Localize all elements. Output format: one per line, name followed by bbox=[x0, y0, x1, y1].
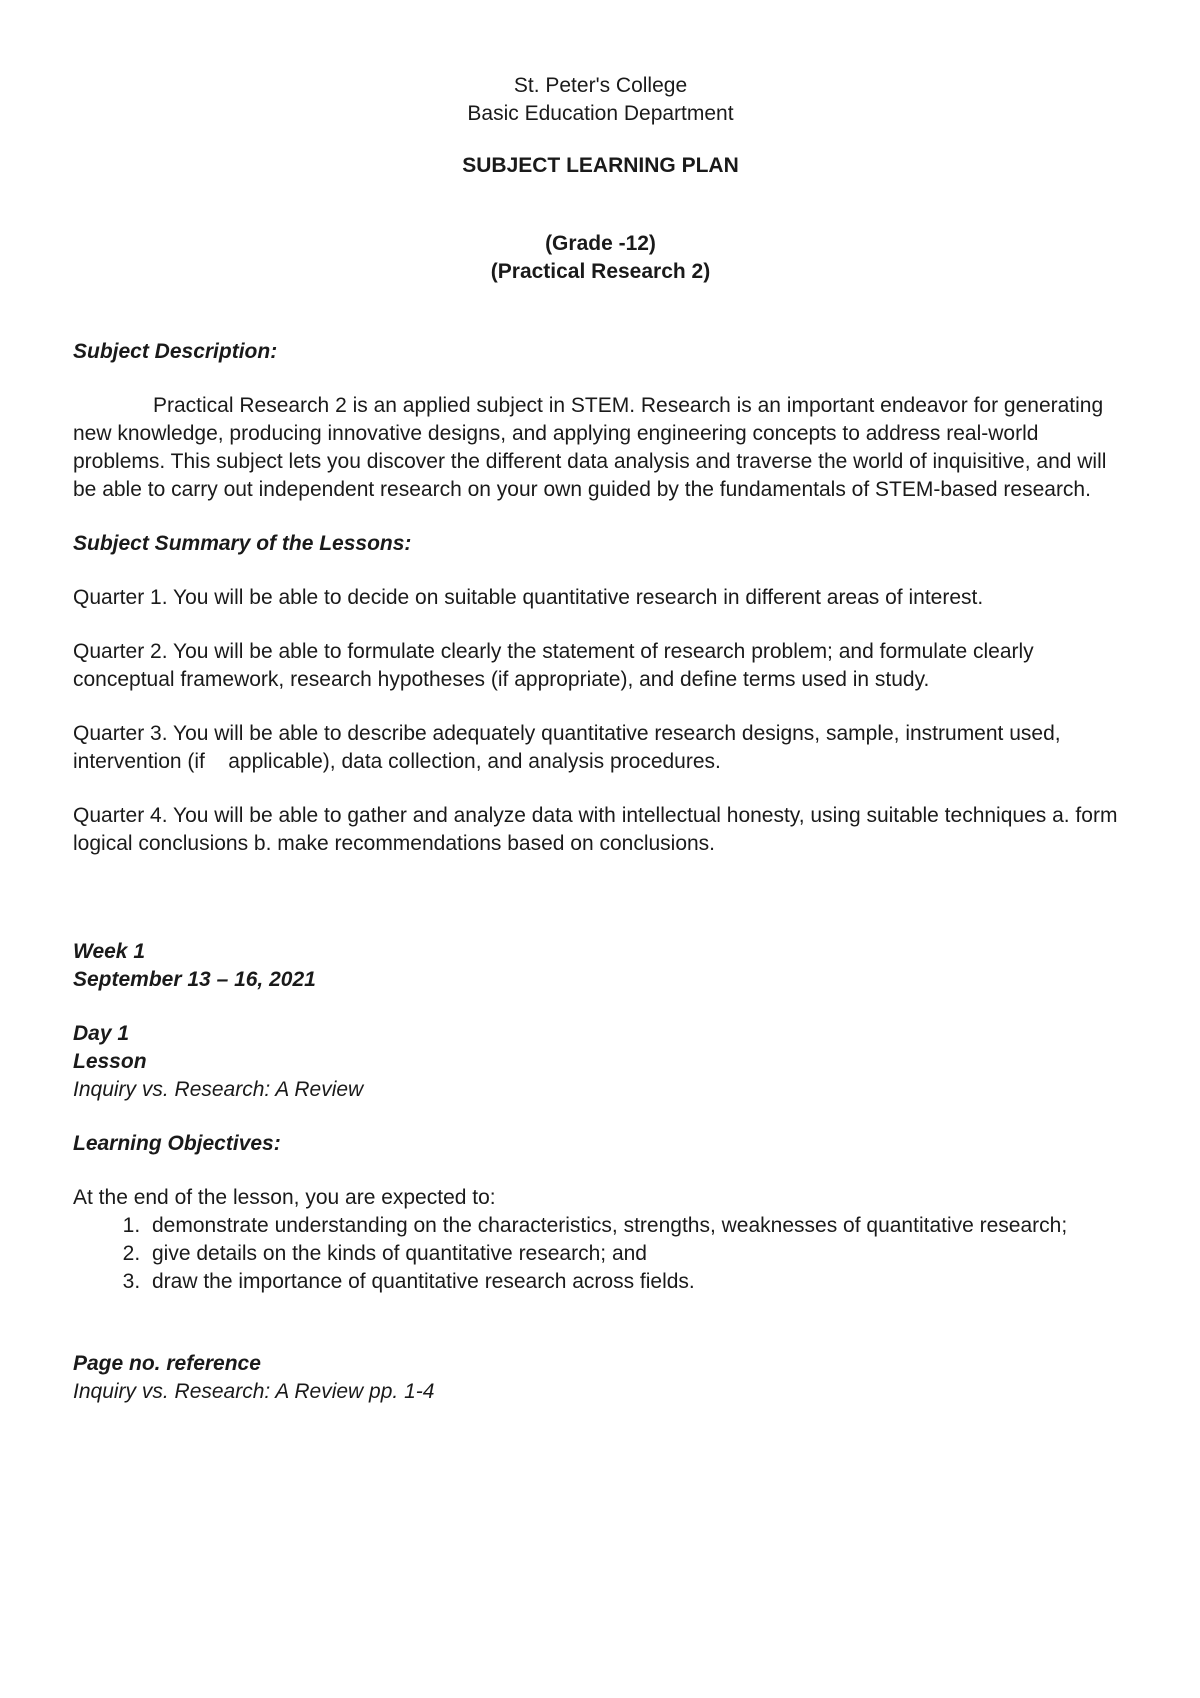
quarter-3-summary: Quarter 3. You will be able to describe adequately quantitative research designs, sample, instrument used, intervention (if applicable), data collection, and analysis procedures. bbox=[73, 722, 1067, 773]
description-heading: Subject Description: bbox=[73, 340, 278, 363]
week-block bbox=[73, 938, 1128, 994]
subject-label: (Practical Research 2) bbox=[490, 260, 711, 283]
summary-heading: Subject Summary of the Lessons: bbox=[73, 532, 412, 555]
quarter-4-summary: Quarter 4. You will be able to gather and analyze data with intellectual honesty, using suitable techniques a. form logical conclusions b. make recommendations based on conclusions. bbox=[73, 804, 1118, 855]
quarter-1-summary: Quarter 1. You will be able to decide on suitable quantitative research in different areas of interest. bbox=[73, 586, 984, 609]
reference-text: Inquiry vs. Research: A Review pp. 1-4 bbox=[73, 1380, 435, 1403]
document-header bbox=[73, 72, 1128, 180]
week-label: Week 1 bbox=[73, 940, 145, 963]
objective-item: 3. draw the importance of quantitative research across fields. bbox=[146, 1268, 1128, 1296]
objective-item: 2. give details on the kinds of quantitative research; and bbox=[146, 1240, 1128, 1268]
grade-label: (Grade -12) bbox=[545, 232, 656, 255]
description-text: Practical Research 2 is an applied subject in STEM. Research is an important endeavor for generating new knowledge, producing innovative designs, and applying engineering concepts to address real-world problems. This subject lets you discover the different data analysis and traverse the world of inquisitive, and will be able to carry out independent research on your own guided by the fundamentals of STEM-based research. bbox=[73, 394, 1107, 501]
week-dates: September 13 – 16, 2021 bbox=[73, 968, 316, 991]
reference-heading: Page no. reference bbox=[73, 1352, 261, 1375]
grade-subject-block bbox=[73, 230, 1128, 286]
lesson-label: Lesson bbox=[73, 1050, 147, 1073]
quarter-2-summary: Quarter 2. You will be able to formulate clearly the statement of research problem; and formulate clearly conceptual framework, research hypotheses (if appropriate), and define terms used in study. bbox=[73, 640, 1034, 691]
department-name: Basic Education Department bbox=[467, 102, 734, 125]
day-label: Day 1 bbox=[73, 1022, 130, 1045]
document-title: SUBJECT LEARNING PLAN bbox=[462, 154, 739, 177]
reference-block bbox=[73, 1350, 1128, 1406]
objective-item: 1. demonstrate understanding on the characteristics, strengths, weaknesses of quantitative research; bbox=[146, 1212, 1128, 1240]
objectives-heading: Learning Objectives: bbox=[73, 1132, 281, 1155]
lesson-title: Inquiry vs. Research: A Review bbox=[73, 1078, 364, 1101]
objectives-intro: At the end of the lesson, you are expected to: bbox=[73, 1186, 496, 1209]
objectives-list bbox=[73, 1212, 1128, 1296]
day-block bbox=[73, 1020, 1128, 1104]
school-name: St. Peter's College bbox=[513, 74, 688, 97]
